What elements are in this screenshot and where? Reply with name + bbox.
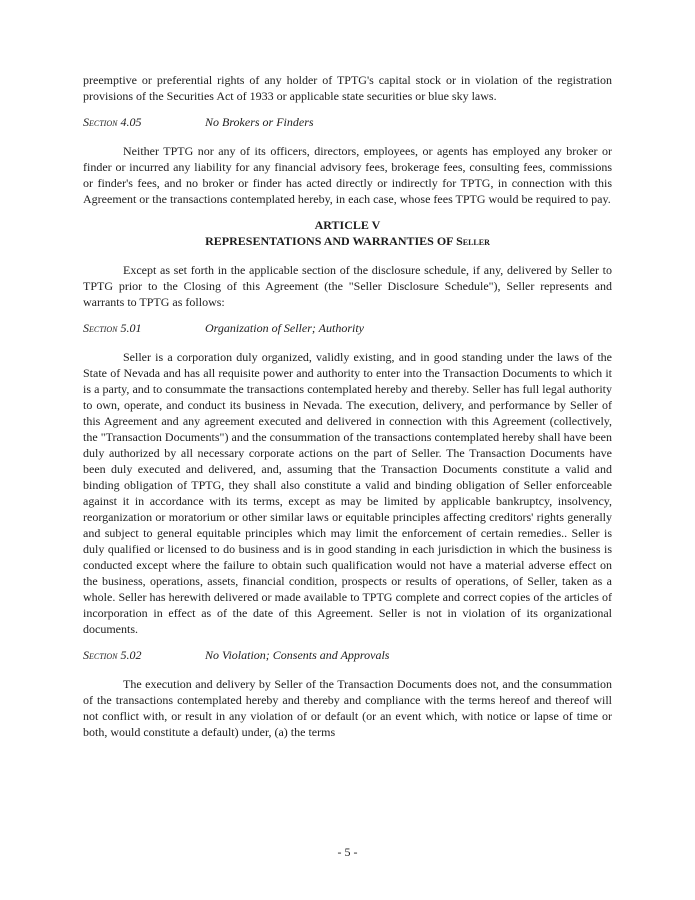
paragraph-no-brokers: Neither TPTG nor any of its officers, directors, employees, or agents has employed any broker or finder or incurred any liability for any financial advisory fees, brokerage fees, consulting fees, commissions or finder's fees, and no broker or finder has acted directly or indirectly for TPTG, in connection with this Agreement or the transactions contemplated hereby, in each case, whose fees TPTG would be required to pay. xyxy=(83,144,612,206)
section-number-5-01: Section 5.01 xyxy=(83,321,142,335)
section-title-4-05: No Brokers or Finders xyxy=(205,115,314,129)
paragraph-preemptive-rights: preemptive or preferential rights of any holder of TPTG's capital stock or in violation of the registration provisions of the Securities Act of 1933 or applicable state securities or blue sky laws. xyxy=(83,73,612,103)
article-number: ARTICLE V xyxy=(314,218,381,232)
page-number: - 5 - xyxy=(337,845,358,859)
section-number-4-05: Section 4.05 xyxy=(83,115,142,129)
article-title-seller: Seller xyxy=(456,234,490,248)
section-heading-5-02 xyxy=(83,647,612,663)
section-heading-4-05 xyxy=(83,114,612,130)
section-title-5-02: No Violation; Consents and Approvals xyxy=(205,648,390,662)
paragraph-no-violation: The execution and delivery by Seller of the Transaction Documents does not, and the consummation of the transactions contemplated hereby and thereby and compliance with the terms hereof and thereof will not conflict with, or result in any violation of or default (or an event which, with notice or lapse of time or both, would constitute a default) under, (a) the terms xyxy=(83,677,612,739)
paragraph-seller-disclosure: Except as set forth in the applicable section of the disclosure schedule, if any, delivered by Seller to TPTG prior to the Closing of this Agreement (the "Seller Disclosure Schedule"), Seller represents and warrants to TPTG as follows: xyxy=(83,263,612,309)
section-heading-5-01 xyxy=(83,320,612,336)
section-number-5-02: Section 5.02 xyxy=(83,648,142,662)
article-title-prefix: REPRESENTATIONS AND WARRANTIES OF xyxy=(205,234,457,248)
article-heading xyxy=(83,217,612,249)
paragraph-organization-authority: Seller is a corporation duly organized, validly existing, and in good standing under the laws of the State of Nevada and has all requisite power and authority to enter into the Transaction Documents to which it is a party, and to consummate the transactions contemplated hereby and thereby. Seller has full legal authority to own, operate, and conduct its business in Nevada. The execution, delivery, and performance by Seller of this Agreement and any agreement executed and delivered in connection with this Agreement (collectively, the "Transaction Documents") and the consummation of the transactions contemplated hereby shall have been duly authorized by all necessary corporate actions on the part of Seller. The Transaction Documents have been duly executed and delivered, and, assuming that the Transaction Documents constitute a valid and binding obligation of TPTG, they shall also constitute a valid and binding obligation of Seller enforceable against it in accordance with its terms, except as may be limited by applicable bankruptcy, insolvency, reorganization or moratorium or other similar laws or equitable principles affecting creditors' rights generally and subject to general equitable principles which may limit the enforcement of certain remedies.. Seller is duly qualified or licensed to do business and is in good standing in each jurisdiction in which the business is conducted except where the failure to obtain such qualification would not have a material adverse effect on the business, operations, assets, financial condition, prospects or results of operations, of Seller, taken as a whole. Seller has herewith delivered or made available to TPTG complete and correct copies of the articles of incorporation in effect as of the date of this Agreement. Seller is not in violation of its organizational documents. xyxy=(83,350,612,636)
article-title xyxy=(83,233,612,249)
section-title-5-01: Organization of Seller; Authority xyxy=(205,321,364,335)
